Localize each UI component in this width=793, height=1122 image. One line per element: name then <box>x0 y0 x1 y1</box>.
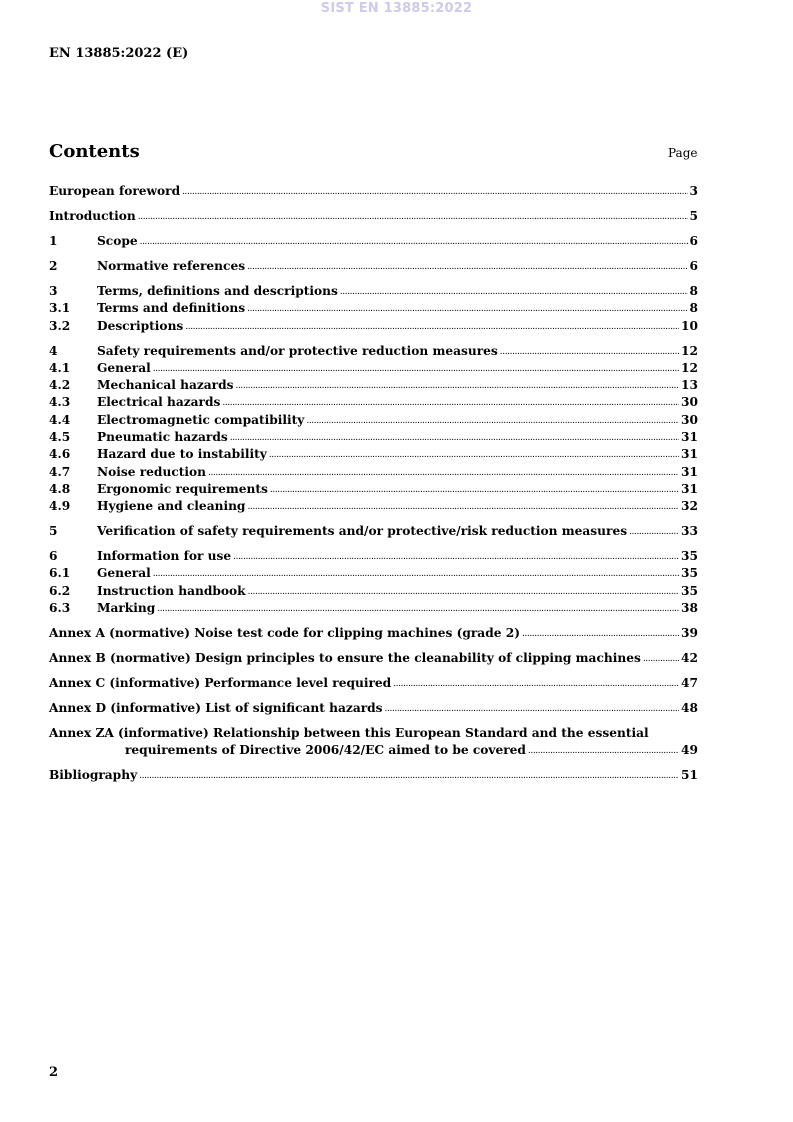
toc-entry-number: 4.6 <box>49 447 71 462</box>
toc-entry[interactable] <box>49 360 698 377</box>
toc-entry[interactable] <box>49 675 698 692</box>
toc-leader-dots <box>140 234 688 251</box>
page-column-label: Page <box>668 146 698 160</box>
toc-leader-dots <box>247 301 687 318</box>
toc-entry-number: 4.8 <box>49 481 71 496</box>
toc-entry-annex-za[interactable] <box>49 725 698 760</box>
toc-entry-title: General <box>97 566 151 581</box>
toc-leader-dots <box>269 447 679 464</box>
toc-entry-title: Normative references <box>97 258 246 273</box>
toc-entry-page: 13 <box>681 378 698 393</box>
toc-entry-number: 4.3 <box>49 395 71 410</box>
toc-entry-page: 51 <box>681 768 698 783</box>
toc-leader-dots <box>236 378 680 395</box>
toc-entry[interactable] <box>49 625 698 642</box>
toc-entry-page: 42 <box>681 651 698 666</box>
toc-entry-page: 6 <box>689 258 698 273</box>
toc-entry-title: Ergonomic requirements <box>97 481 268 496</box>
toc-leader-dots <box>340 284 688 301</box>
page-number: 2 <box>49 1065 59 1080</box>
toc-entry-number: 4.7 <box>49 464 71 479</box>
toc-entry-title: Electromagnetic compatibility <box>97 412 305 427</box>
toc-entry-page: 6 <box>689 233 698 248</box>
toc-entry-title: Hygiene and cleaning <box>97 499 246 514</box>
toc-leader-dots <box>153 566 679 583</box>
toc-entry-title: Terms and definitions <box>97 301 246 316</box>
toc-entry-page: 5 <box>689 208 698 223</box>
toc-entry[interactable] <box>49 523 698 540</box>
toc-entry[interactable] <box>49 548 698 565</box>
toc-leader-dots <box>522 626 679 643</box>
toc-entry[interactable] <box>49 300 698 317</box>
toc-entry-title: Safety requirements and/or protective reduction measures <box>97 343 498 358</box>
toc-entry[interactable] <box>49 650 698 667</box>
toc-entry-page: 8 <box>689 301 698 316</box>
toc-leader-dots <box>393 676 679 693</box>
toc-entry-number: 2 <box>49 258 58 273</box>
toc-entry[interactable] <box>49 498 698 515</box>
toc-entry-title: Information for use <box>97 549 232 564</box>
toc-entry-title: Annex D (informative) List of significant hazards <box>49 700 383 715</box>
table-of-contents <box>49 183 698 785</box>
toc-entry-title: Scope <box>97 233 138 248</box>
toc-leader-dots <box>528 743 679 760</box>
toc-entry-title: Introduction <box>49 208 136 223</box>
toc-leader-dots <box>157 601 679 618</box>
toc-entry-title-line2: requirements of Directive 2006/42/EC aimed to be covered <box>125 743 526 758</box>
toc-entry-page: 12 <box>681 360 698 375</box>
toc-entry-number: 6.3 <box>49 601 71 616</box>
toc-leader-dots <box>222 395 679 412</box>
toc-entry[interactable] <box>49 700 698 717</box>
toc-entry-number: 3 <box>49 283 58 298</box>
toc-leader-dots <box>643 651 679 668</box>
toc-entry[interactable] <box>49 283 698 300</box>
toc-leader-dots <box>182 184 687 201</box>
toc-leader-dots <box>500 344 679 361</box>
toc-leader-dots <box>233 549 679 566</box>
toc-leader-dots <box>385 701 679 718</box>
toc-entry[interactable] <box>49 183 698 200</box>
toc-entry-page: 3 <box>689 184 698 198</box>
toc-entry-page: 47 <box>681 676 698 690</box>
toc-entry-number: 4.4 <box>49 412 71 427</box>
toc-entry-page: 32 <box>681 499 698 514</box>
toc-leader-dots <box>247 259 687 276</box>
toc-entry-number: 6.2 <box>49 583 71 598</box>
toc-entry-page: 48 <box>681 700 698 715</box>
toc-entry-title: Annex B (normative) Design principles to ensure the cleanability of clipping machines <box>49 651 641 666</box>
toc-entry-bibliography[interactable] <box>49 767 698 784</box>
toc-leader-dots <box>138 209 688 226</box>
toc-leader-dots <box>208 465 679 482</box>
toc-entry-title: Electrical hazards <box>97 395 221 410</box>
toc-entry-page: 8 <box>689 283 698 298</box>
toc-entry[interactable] <box>49 318 698 335</box>
toc-entry-page: 31 <box>681 430 698 444</box>
toc-entry-title: Marking <box>97 601 156 616</box>
toc-leader-dots <box>629 524 679 541</box>
watermark: SIST EN 13885:2022 <box>320 1 473 16</box>
toc-entry-title-line1: Annex ZA (informative) Relationship between this European Standard and the essential <box>49 725 649 740</box>
toc-entry-number: 3.2 <box>49 318 71 333</box>
toc-entry-page: 39 <box>681 626 698 641</box>
toc-entry[interactable] <box>49 429 698 446</box>
toc-leader-dots <box>247 499 679 516</box>
toc-entry-page: 30 <box>681 395 698 410</box>
document-id: EN 13885:2022 (E) <box>49 46 189 61</box>
toc-entry-page: 49 <box>681 743 698 758</box>
toc-entry-number: 4 <box>49 343 58 358</box>
toc-entry-page: 31 <box>681 481 698 496</box>
toc-entry-page: 35 <box>681 583 698 598</box>
toc-entry-number: 4.2 <box>49 378 71 393</box>
toc-leader-dots <box>139 768 679 785</box>
toc-entry-number: 3.1 <box>49 301 71 316</box>
toc-entry-title: Mechanical hazards <box>97 378 234 393</box>
toc-entry[interactable] <box>49 481 698 498</box>
toc-leader-dots <box>306 413 679 430</box>
toc-entry[interactable] <box>49 446 698 463</box>
toc-entry[interactable] <box>49 258 698 275</box>
toc-entry-number: 4.1 <box>49 360 71 375</box>
toc-entry-number: 6 <box>49 549 58 564</box>
toc-leader-dots <box>185 319 679 336</box>
toc-entry-number: 4.9 <box>49 499 71 514</box>
toc-entry[interactable] <box>49 464 698 481</box>
contents-heading: Contents <box>49 141 140 162</box>
toc-entry[interactable] <box>49 208 698 225</box>
toc-entry-title: Terms, definitions and descriptions <box>97 283 338 298</box>
toc-entry[interactable] <box>49 377 698 394</box>
toc-entry-title: Annex A (normative) Noise test code for clipping machines (grade 2) <box>49 626 520 641</box>
toc-entry-number: 5 <box>49 524 58 539</box>
toc-entry-title: Instruction handbook <box>97 583 246 598</box>
toc-entry-title: General <box>97 360 151 375</box>
toc-leader-dots <box>153 361 679 378</box>
toc-entry-page: 38 <box>681 601 698 616</box>
toc-entry-title: Pneumatic hazards <box>97 430 228 444</box>
toc-entry-title: Verification of safety requirements and/or protective/risk reduction measures <box>97 524 628 539</box>
toc-entry-title: Noise reduction <box>97 464 206 479</box>
toc-leader-dots <box>248 584 679 601</box>
toc-entry[interactable] <box>49 565 698 582</box>
toc-entry-page: 31 <box>681 447 698 462</box>
toc-entry-page: 12 <box>681 343 698 358</box>
toc-entry[interactable] <box>49 600 698 617</box>
toc-leader-dots <box>230 430 679 447</box>
toc-entry-title: Annex C (informative) Performance level required <box>49 676 392 690</box>
toc-entry[interactable] <box>49 394 698 411</box>
toc-entry-number: 1 <box>49 233 58 248</box>
toc-entry-title: Descriptions <box>97 318 184 333</box>
toc-entry-page: 10 <box>681 318 698 333</box>
toc-entry-title: European foreword <box>49 184 181 198</box>
toc-entry-number: 6.1 <box>49 566 71 581</box>
toc-entry-page: 35 <box>681 566 698 581</box>
toc-entry[interactable] <box>49 583 698 600</box>
toc-entry[interactable] <box>49 412 698 429</box>
toc-entry-page: 35 <box>681 549 698 564</box>
toc-entry[interactable] <box>49 233 698 250</box>
toc-entry-page: 30 <box>681 412 698 427</box>
toc-entry-title: Bibliography <box>49 768 138 783</box>
toc-entry-title: Hazard due to instability <box>97 447 267 462</box>
toc-entry[interactable] <box>49 343 698 360</box>
toc-entry-title-line2-row <box>49 742 698 759</box>
toc-entry-page: 33 <box>681 524 698 539</box>
toc-entry-page: 31 <box>681 464 698 479</box>
toc-leader-dots <box>270 482 679 499</box>
toc-entry-number: 4.5 <box>49 430 71 444</box>
